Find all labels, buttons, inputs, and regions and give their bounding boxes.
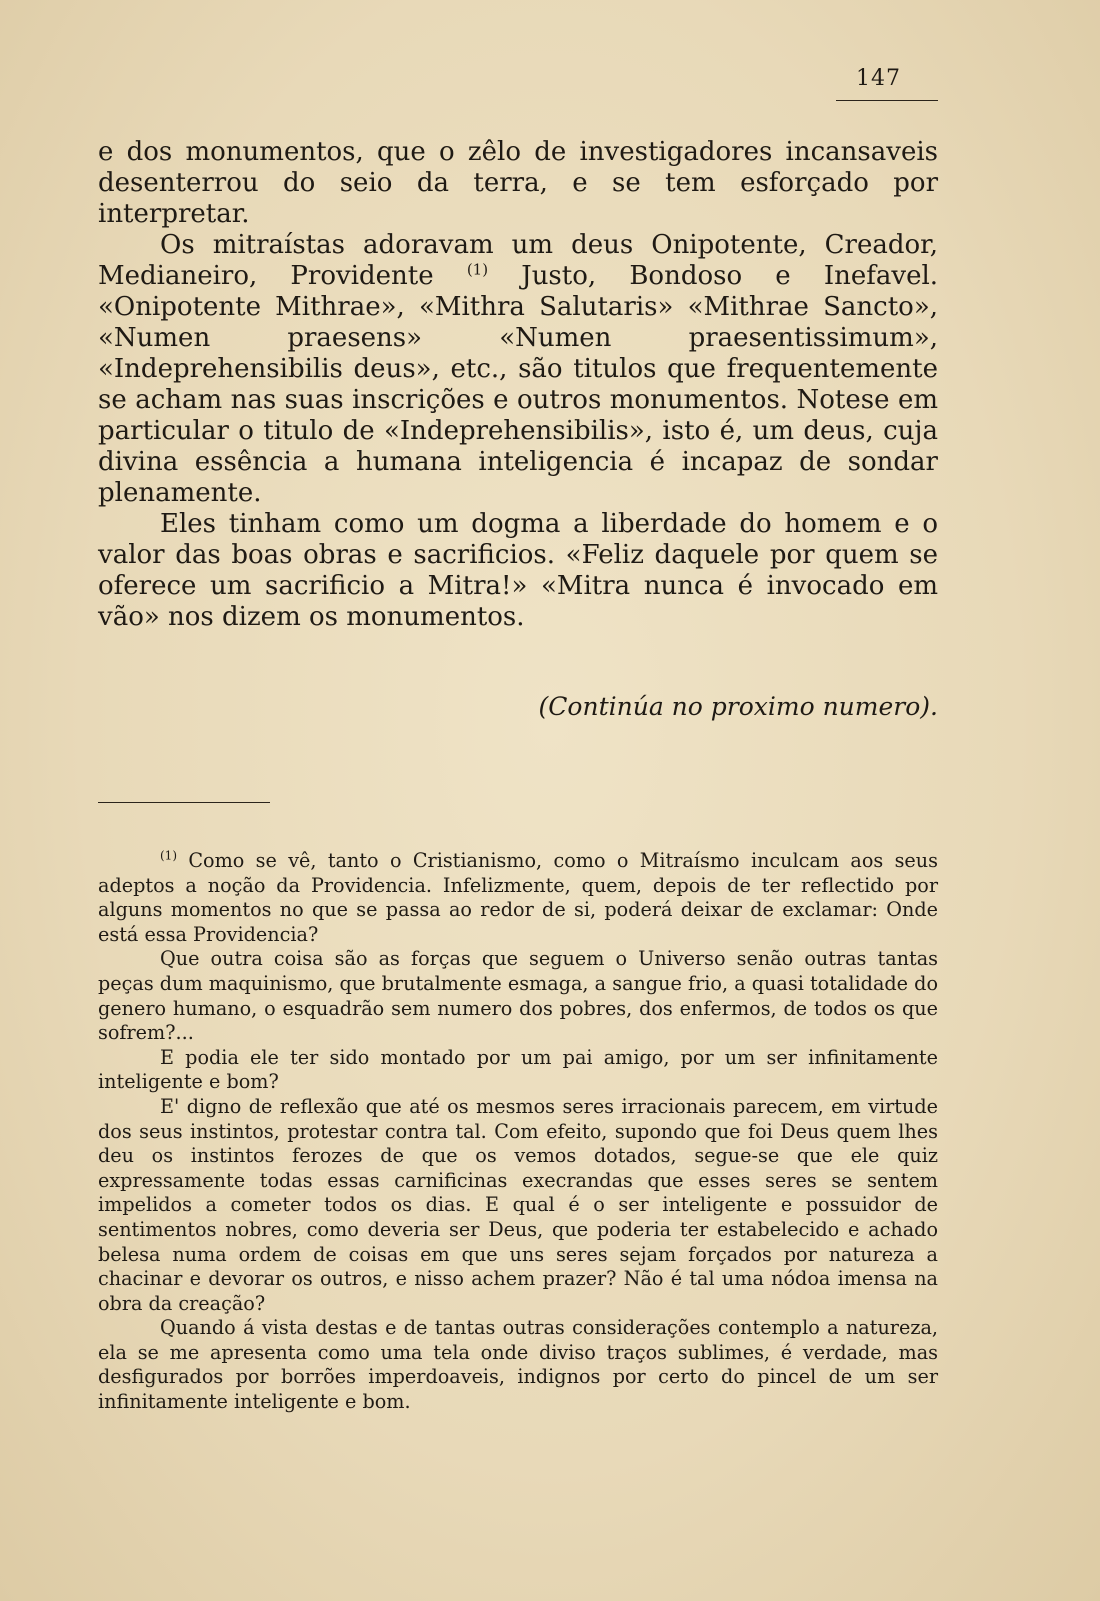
- footnote-reference: (1): [466, 260, 489, 279]
- footnote-marker-text: (1): [160, 848, 177, 863]
- footnote-paragraph-5: Quando á vista destas e de tantas outras considerações contemplo a natureza, ela se me apresenta como uma tela onde diviso traços sublimes, é verdade, mas desfigurados por borrões imperdoaveis, indignos por certo do pincel de um ser infinitamente inteligente e bom.: [98, 1316, 938, 1414]
- footnote-separator: [98, 802, 270, 803]
- main-text: [98, 137, 938, 633]
- continuation-note: (Continúa no proximo numero).: [538, 692, 938, 721]
- paragraph-2-rest: Justo, Bondoso e Inefavel. «Onipotente Mithrae», «Mithra Salutaris» «Mithrae Sancto», «Numen praesens» «Numen praesentissimum», «Indeprehensibilis deus», etc., são titulos que frequentemente se acham nas suas inscrições e outros monumentos. Notese em particular o titulo de «Indeprehensibilis», isto é, um deus, cuja divina essência a humana inteligencia é incapaz de sondar plenamente.: [98, 261, 939, 508]
- paragraph-1: e dos monumentos, que o zêlo de investigadores incansaveis desenterrou do seio da terra, e se tem esforçado por interpretar.: [98, 137, 938, 229]
- footnote-marker: [160, 849, 177, 872]
- footnote: [98, 849, 938, 1415]
- paragraph-3: Eles tinham como um dogma a liberdade do homem e o valor das boas obras e sacrificios. «Feliz daquele por quem se oferece um sacrificio a Mitra!» «Mitra nunca é invocado em vão» nos dizem os monumentos.: [98, 509, 938, 632]
- footnote-paragraph-4: E' digno de reflexão que até os mesmos seres irracionais parecem, em virtude dos seus instintos, protestar contra tal. Com efeito, supondo que foi Deus quem lhes deu os instintos ferozes de que os vemos dotados, segue-se que ele quiz expressamente todas essas carnificinas execrandas que esses seres se sentem impelidos a cometer todos os dias. E qual é o ser inteligente e possuidor de sentimentos nobres, como deveria ser Deus, que poderia ter estabelecido e achado belesa numa ordem de coisas em que uns seres sejam forçados por natureza a chacinar e devorar os outros, e nisso achem prazer? Não é tal uma nódoa imensa na obra da creação?: [98, 1094, 938, 1315]
- footnote-paragraph-2: Que outra coisa são as forças que seguem o Universo senão outras tantas peças dum maquinismo, que brutalmente esmaga, a sangue frio, a quasi totalidade do genero humano, o esquadrão sem numero dos pobres, dos enfermos, de todos os que sofrem?...: [98, 947, 938, 1045]
- footnote-paragraph-3: E podia ele ter sido montado por um pai amigo, por um ser infinitamente inteligente e bom?: [98, 1045, 938, 1094]
- footnote-paragraph-1: [98, 849, 938, 947]
- footnote-paragraph-1-text: Como se vê, tanto o Cristianismo, como o Mitraísmo inculcam aos seus adeptos a noção da Providencia. Infelizmente, quem, depois de ter reflectido por alguns momentos no que se passa ao redor de si, poderá deixar de exclamar: Onde está essa Providencia?: [98, 849, 938, 946]
- paragraph-2: [98, 230, 938, 509]
- page-number: 147: [856, 66, 901, 91]
- paragraph-2-start: Os mitraístas adoravam um deus Onipotente, Creador, Medianeiro, Providente: [98, 230, 938, 291]
- page-number-rule: [836, 100, 938, 101]
